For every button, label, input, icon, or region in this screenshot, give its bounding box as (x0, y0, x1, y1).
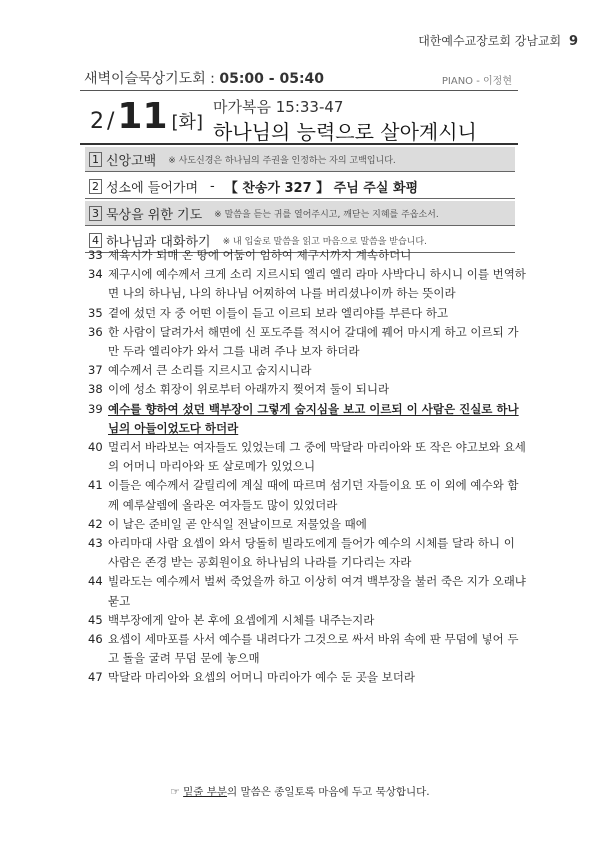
verse-number: 41 (88, 478, 103, 493)
divider-top (80, 90, 518, 91)
hymn-title: 【 찬송가 327 】 주님 주실 화평 (224, 180, 419, 196)
sermon-title (213, 116, 477, 145)
step-note: ※ 사도신경은 하나님의 주권을 인정하는 자의 고백입니다. (168, 155, 396, 166)
verse-number: 34 (88, 267, 103, 282)
page-number: 9 (568, 34, 578, 49)
verse-text: 한 사람이 달려가서 해면에 신 포도주를 적시어 갈대에 꿰어 마시게 하고 이르되 가만 두라 엘리야가 와서 그를 내려 주나 보자 하더라 (108, 324, 519, 359)
step-prayer (85, 201, 515, 226)
verse-number: 43 (88, 536, 103, 551)
verse-row (88, 668, 528, 687)
verse-number: 33 (88, 248, 103, 262)
verse-number: 46 (88, 632, 103, 647)
verse-text: 곁에 섰던 자 중 어떤 이들이 듣고 이르되 보라 엘리야를 부른다 하고 (108, 305, 449, 320)
verse-number: 37 (88, 363, 103, 378)
divider-title (80, 143, 518, 145)
date-weekday: [화] (171, 112, 203, 133)
verse-row (88, 572, 528, 610)
verse-row (88, 265, 528, 303)
worship-steps (85, 147, 515, 255)
verse-number: 35 (88, 305, 103, 320)
verse-row (88, 438, 528, 476)
verse-number: 38 (88, 382, 103, 397)
verse-text: 멀리서 바라보는 여자들도 있었는데 그 중에 막달라 마리아와 또 작은 야고보와 요세의 어머니 마리아와 또 살로메가 있었으니 (108, 440, 526, 474)
date-day: 11 (117, 96, 168, 137)
verse-number: 44 (88, 574, 103, 589)
verse-row (88, 476, 528, 514)
verse-text: 이에 성소 휘장이 위로부터 아래까지 찢어져 둘이 되니라 (108, 382, 390, 397)
step-entering (85, 174, 515, 199)
verse-number: 47 (88, 670, 103, 685)
verse-row (88, 361, 528, 380)
pointing-hand-icon: ☞ (170, 786, 180, 798)
verse-text: 예수께서 큰 소리를 지르시고 숨지시니라 (108, 363, 312, 378)
verse-text: 제육시가 되매 온 땅에 어둠이 임하여 제구시까지 계속하더니 (108, 248, 412, 262)
verse-text: 요셉이 세마포를 사서 예수를 내려다가 그것으로 싸서 바위 속에 판 무덤에 넣어 두고 돌을 굴려 무덤 문에 놓으매 (108, 632, 519, 666)
verse-text: 막달라 마리아와 요셉의 어머니 마리아가 예수 둔 곳을 보더라 (108, 670, 415, 685)
step-note: ※ 내 입술로 말씀을 읽고 마음으로 말씀을 받습니다. (222, 236, 427, 247)
step-number: 2 (89, 179, 102, 194)
step-label: 하나님과 대화하기 (106, 234, 211, 250)
meeting-name: 새벽이슬묵상기도회 : (84, 71, 215, 87)
meeting-info (84, 68, 324, 88)
step-confession (85, 147, 515, 172)
verse-number: 39 (88, 401, 103, 416)
verse-text: 아리마대 사람 요셉이 와서 당돌히 빌라도에게 들어가 예수의 시체를 달라 하니 이 사람은 존경 받는 공회원이요 하나님의 나라를 기다리는 자라 (108, 536, 515, 570)
step-number: 1 (89, 152, 102, 167)
date-month: 2 (90, 109, 104, 134)
scripture-reference: 마가복음 15:33-47 (213, 98, 344, 116)
step-note: ※ 말씀을 듣는 귀를 열어주시고, 깨닫는 지혜를 주옵소서. (214, 209, 439, 220)
verse-text: 백부장에게 알아 본 후에 요셉에게 시체를 내주는지라 (108, 612, 375, 627)
piano-credit: PIANO - 이정현 (441, 76, 512, 87)
step-label: 신앙고백 (106, 153, 157, 169)
step-label: 성소에 들어가며 (106, 180, 199, 196)
verse-text: 이들은 예수께서 갈릴리에 계실 때에 따르며 섬기던 자들이요 또 이 외에 예수와 함께 예루살렘에 올라온 여자들도 많이 있었더라 (108, 478, 519, 512)
verse-row (88, 246, 528, 265)
verse-text: 예수를 향하여 섰던 백부장이 그렇게 숨지심을 보고 이르되 이 사람은 진실로 하나님의 아들이었도다 하더라 (108, 401, 519, 435)
page-header (418, 32, 578, 49)
sermon-title-text: 하나님의 능력으로 살아계시니 (213, 120, 477, 144)
scripture-verses (88, 246, 528, 688)
verse-row (88, 611, 528, 630)
verse-row (88, 400, 528, 438)
verse-row (88, 630, 528, 668)
date-slash: / (107, 109, 115, 134)
verse-number: 42 (88, 516, 103, 531)
verse-row (88, 304, 528, 323)
step-dash: - (210, 178, 215, 194)
verse-text: 이 날은 준비일 곧 안식일 전날이므로 저물었을 때에 (108, 516, 367, 531)
date-display (90, 96, 203, 137)
step-label: 묵상을 위한 기도 (106, 207, 203, 223)
verse-row (88, 515, 528, 534)
verse-number: 40 (88, 440, 103, 455)
verse-row (88, 380, 528, 399)
verse-number: 45 (88, 612, 103, 627)
footer-text: 의 말씀은 종일토록 마음에 두고 묵상합니다. (227, 786, 430, 798)
verse-text: 제구시에 예수께서 크게 소리 지르시되 엘리 엘리 라마 사박다니 하시니 이를 번역하면 나의 하나님, 나의 하나님 어찌하여 나를 버리셨나이까 하는 뜻이라 (108, 267, 526, 301)
verse-number: 36 (88, 324, 103, 339)
church-name: 대한예수교장로회 강남교회 (418, 34, 562, 48)
verse-row (88, 323, 528, 361)
step-number: 3 (89, 206, 102, 221)
footer-underlined: 밑줄 부분 (183, 786, 228, 798)
verse-text: 빌라도는 예수께서 벌써 죽었을까 하고 이상히 여겨 백부장을 불러 죽은 지가 오래냐 묻고 (108, 574, 526, 608)
meeting-time: 05:00 - 05:40 (219, 71, 325, 87)
step-number: 4 (89, 233, 102, 248)
verse-row (88, 534, 528, 572)
footer-note (0, 784, 600, 799)
